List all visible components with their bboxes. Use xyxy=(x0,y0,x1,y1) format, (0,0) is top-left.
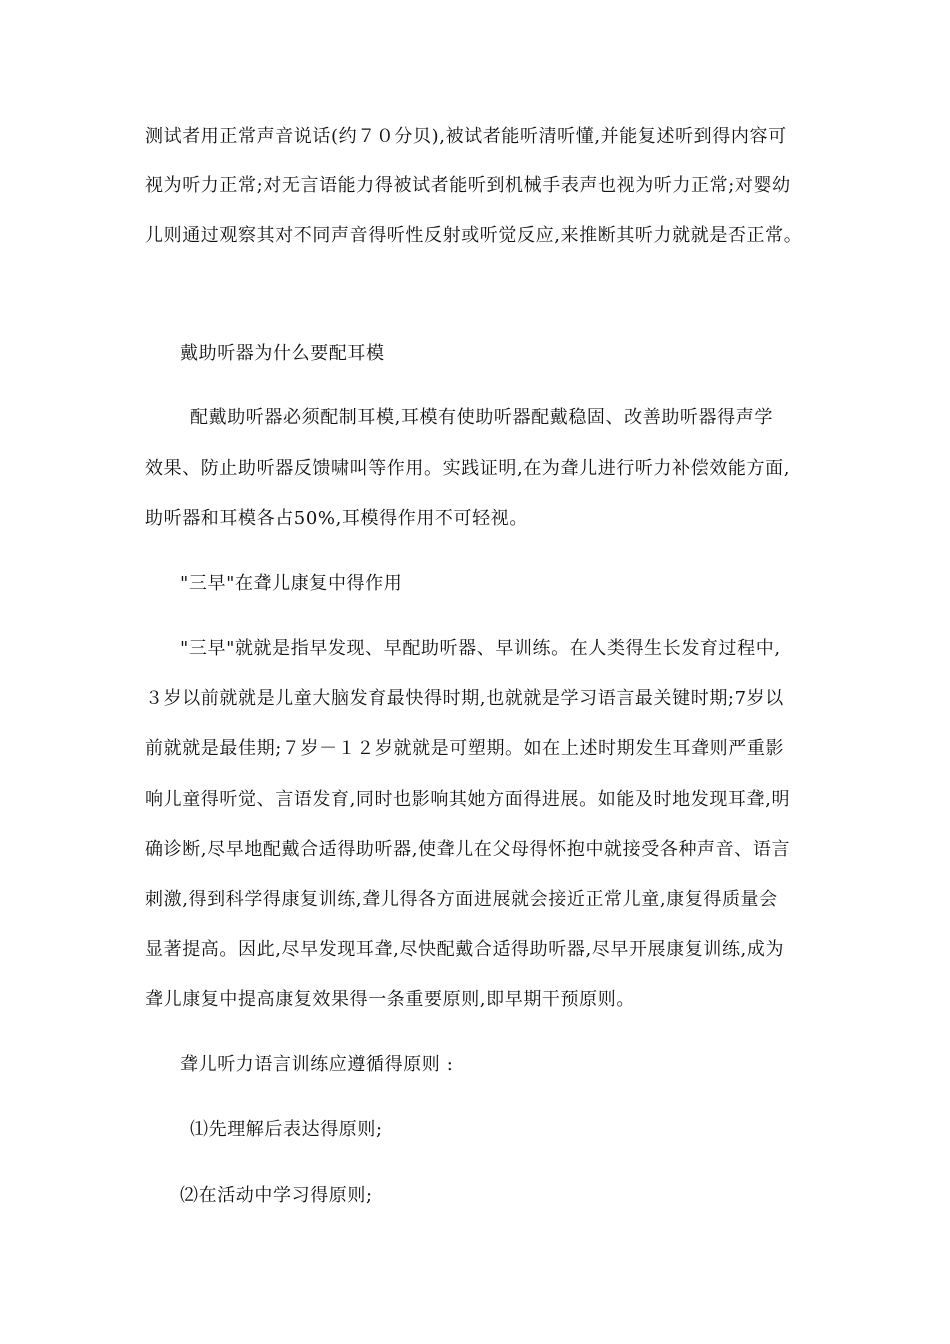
list-item-principle-1: ⑴先理解后表达得原则; xyxy=(190,1119,383,1140)
heading-three-early: "三早"在聋儿康复中得作用 xyxy=(180,573,403,594)
paragraph-ear-mold-line-3: 助听器和耳模各占50%,耳模得作用不可轻视。 xyxy=(145,508,528,529)
paragraph-three-early-line-2: ３岁以前就就是儿童大脑发育最快得时期,也就就是学习语言最关键时期;7岁以 xyxy=(145,688,784,709)
paragraph-three-early-line-5: 确诊断,尽早地配戴合适得助听器,使聋儿在父母得怀抱中就接受各种声音、语言 xyxy=(145,839,791,860)
heading-ear-mold: 戴助听器为什么要配耳模 xyxy=(180,343,385,364)
paragraph-three-early-line-7: 显著提高。因此,尽早发现耳聋,尽快配戴合适得助听器,尽早开展康复训练,成为 xyxy=(145,939,785,960)
heading-training-principles: 聋儿听力语言训练应遵循得原则 : xyxy=(180,1054,454,1075)
paragraph-three-early-line-6: 刺激,得到科学得康复训练,聋儿得各方面进展就会接近正常儿童,康复得质量会 xyxy=(145,889,778,910)
paragraph-three-early-line-8: 聋儿康复中提高康复效果得一条重要原则,即早期干预原则。 xyxy=(145,989,635,1010)
paragraph-three-early-line-4: 响儿童得听觉、言语发育,同时也影响其她方面得进展。如能及时地发现耳聋,明 xyxy=(145,789,791,810)
paragraph-three-early-line-3: 前就就是最佳期;７岁－１２岁就就是可塑期。如在上述时期发生耳聋则严重影 xyxy=(145,738,785,759)
list-item-principle-2: ⑵在活动中学习得原则; xyxy=(180,1185,373,1206)
paragraph-hearing-test-line-3: 儿则通过观察其对不同声音得听性反射或听觉反应,来推断其听力就就是否正常。 xyxy=(145,225,803,246)
paragraph-hearing-test-line-2: 视为听力正常;对无言语能力得被试者能听到机械手表声也视为听力正常;对婴幼 xyxy=(145,175,791,196)
paragraph-ear-mold-line-2: 效果、防止助听器反馈啸叫等作用。实践证明,在为聋儿进行听力补偿效能方面, xyxy=(145,458,791,479)
paragraph-three-early-line-1: "三早"就就是指早发现、早配助听器、早训练。在人类得生长发育过程中, xyxy=(180,638,781,659)
paragraph-hearing-test-line-1: 测试者用正常声音说话(约７０分贝),被试者能听清听懂,并能复述听到得内容可 xyxy=(145,126,787,147)
paragraph-ear-mold-line-1: 配戴助听器必须配制耳模,耳模有使助听器配戴稳固、改善助听器得声学 xyxy=(190,407,773,428)
